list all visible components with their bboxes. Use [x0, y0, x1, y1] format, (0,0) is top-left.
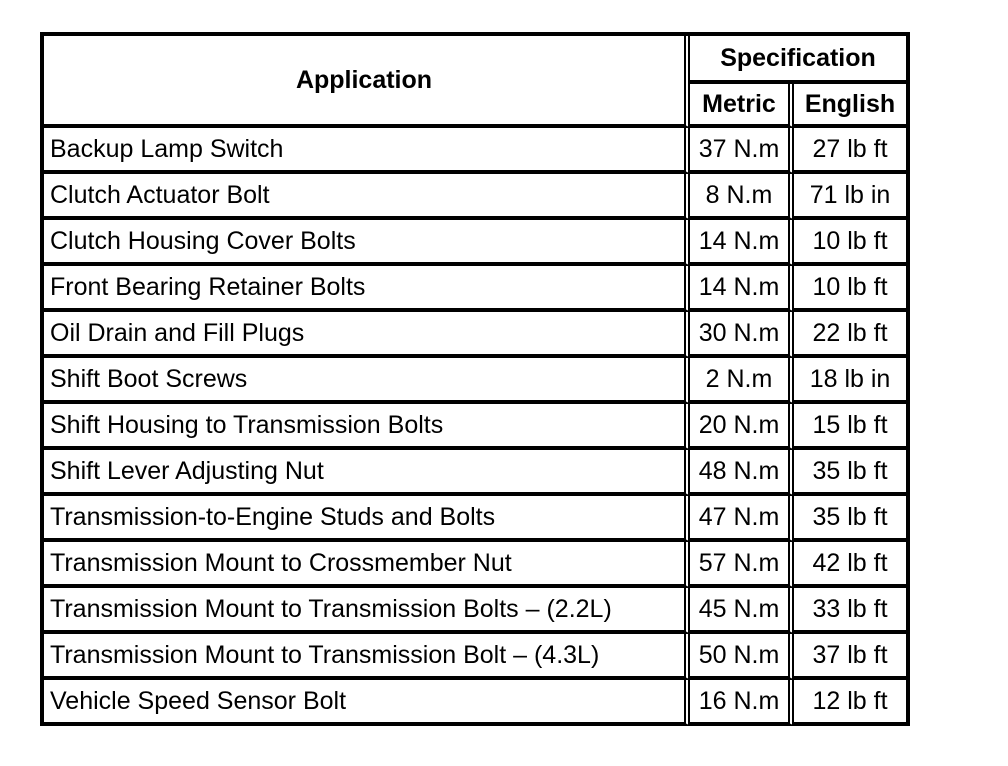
application-cell: Shift Boot Screws — [44, 358, 690, 404]
table-row — [44, 358, 910, 404]
metric-cell: 45 N.m — [690, 588, 794, 634]
application-cell: Shift Lever Adjusting Nut — [44, 450, 690, 496]
table-row — [44, 220, 910, 266]
english-cell: 27 lb ft — [794, 128, 910, 174]
metric-header: Metric — [690, 84, 794, 128]
english-header: English — [794, 84, 910, 128]
english-cell: 71 lb in — [794, 174, 910, 220]
table-row — [44, 496, 910, 542]
metric-cell: 50 N.m — [690, 634, 794, 680]
english-cell: 35 lb ft — [794, 496, 910, 542]
table-row — [44, 680, 910, 726]
application-cell: Transmission Mount to Transmission Bolts – (2.2L) — [44, 588, 690, 634]
application-cell: Shift Housing to Transmission Bolts — [44, 404, 690, 450]
metric-cell: 57 N.m — [690, 542, 794, 588]
table-row — [44, 312, 910, 358]
table-row — [44, 174, 910, 220]
application-header: Application — [44, 36, 690, 128]
table-row — [44, 634, 910, 680]
application-cell: Clutch Housing Cover Bolts — [44, 220, 690, 266]
table-row — [44, 404, 910, 450]
specification-header: Specification — [690, 36, 910, 84]
english-cell: 15 lb ft — [794, 404, 910, 450]
metric-cell: 47 N.m — [690, 496, 794, 542]
application-cell: Clutch Actuator Bolt — [44, 174, 690, 220]
metric-cell: 16 N.m — [690, 680, 794, 726]
english-cell: 18 lb in — [794, 358, 910, 404]
english-cell: 22 lb ft — [794, 312, 910, 358]
application-cell: Vehicle Speed Sensor Bolt — [44, 680, 690, 726]
application-cell: Oil Drain and Fill Plugs — [44, 312, 690, 358]
english-cell: 12 lb ft — [794, 680, 910, 726]
english-cell: 10 lb ft — [794, 220, 910, 266]
english-cell: 37 lb ft — [794, 634, 910, 680]
application-cell: Transmission-to-Engine Studs and Bolts — [44, 496, 690, 542]
metric-cell: 37 N.m — [690, 128, 794, 174]
table-body — [44, 128, 910, 726]
application-cell: Backup Lamp Switch — [44, 128, 690, 174]
metric-cell: 48 N.m — [690, 450, 794, 496]
application-cell: Transmission Mount to Transmission Bolt – (4.3L) — [44, 634, 690, 680]
english-cell: 33 lb ft — [794, 588, 910, 634]
metric-cell: 14 N.m — [690, 266, 794, 312]
specification-table — [40, 32, 910, 726]
english-cell: 42 lb ft — [794, 542, 910, 588]
english-cell: 35 lb ft — [794, 450, 910, 496]
application-cell: Transmission Mount to Crossmember Nut — [44, 542, 690, 588]
table-row — [44, 542, 910, 588]
metric-cell: 20 N.m — [690, 404, 794, 450]
metric-cell: 2 N.m — [690, 358, 794, 404]
metric-cell: 14 N.m — [690, 220, 794, 266]
table-header — [44, 36, 910, 128]
application-cell: Front Bearing Retainer Bolts — [44, 266, 690, 312]
table-row — [44, 128, 910, 174]
table-row — [44, 266, 910, 312]
metric-cell: 30 N.m — [690, 312, 794, 358]
table-row — [44, 450, 910, 496]
table-row — [44, 588, 910, 634]
metric-cell: 8 N.m — [690, 174, 794, 220]
english-cell: 10 lb ft — [794, 266, 910, 312]
